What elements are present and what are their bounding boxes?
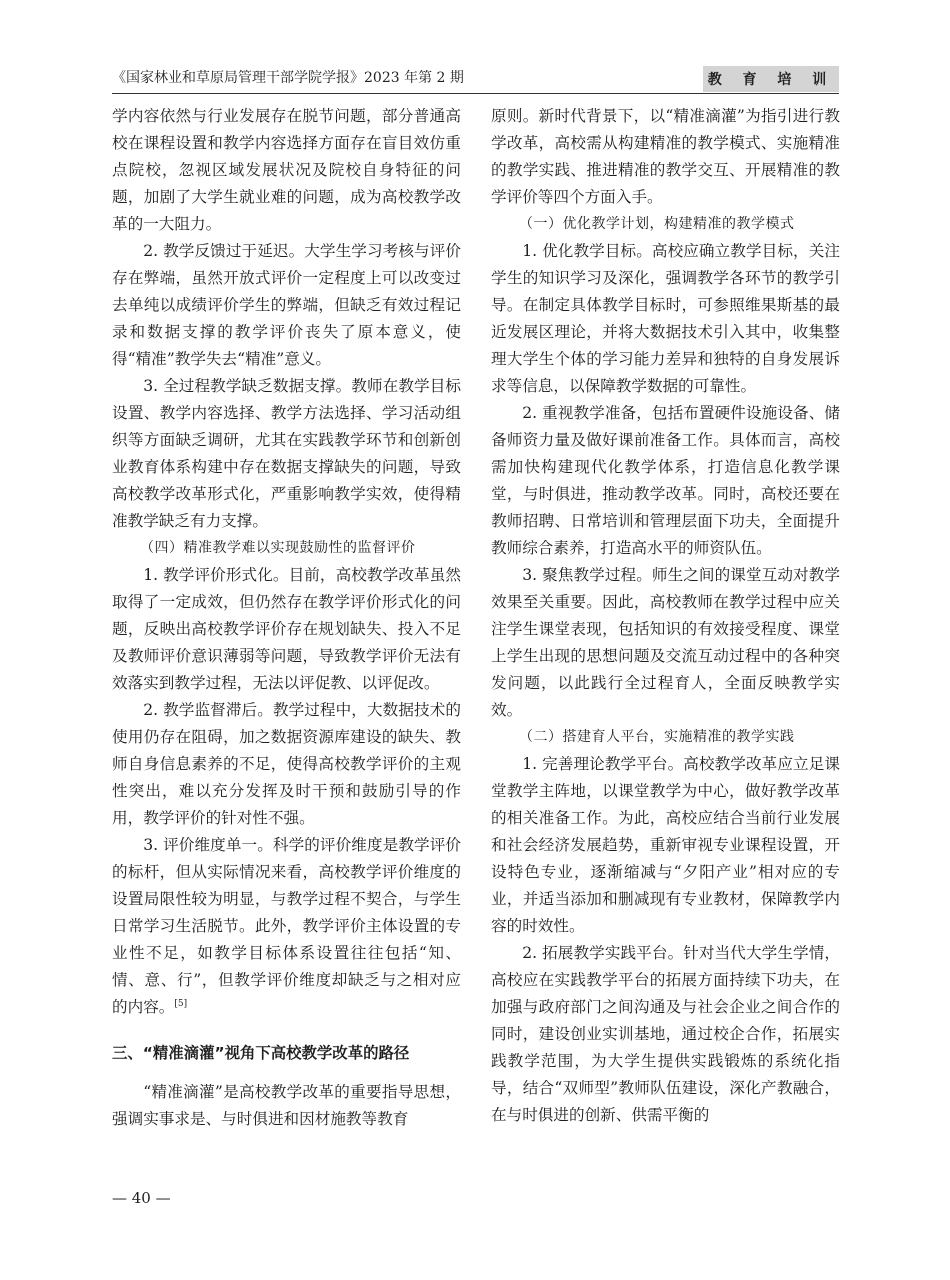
journal-title: 《国家林业和草原局管理干部学院学报》2023 年第 2 期 (112, 70, 464, 86)
paragraph: 2. 拓展教学实践平台。针对当代大学生学情，高校应在实践教学平台的拓展方面持续下功夫，在加强与政府部门之间沟通及与社会企业之间合作的同时，建设创业实训基地，通过校企合作，拓展实践教学范围，为大学生提供实践锻炼的系统化指导，结合“双师型”教师队伍建设，深化产教融合，在与时俱进的创新、供需平衡的 (491, 944, 840, 1124)
paragraph: 2. 重视教学准备，包括布置硬件设施设备、储备师资力量及做好课前准备工作。具体而言，高校需加快构建现代化教学体系，打造信息化教学课堂，与时俱进，推动教学改革。同时，高校还要在教师招聘、日常培训和管理层面下功夫，全面提升教师综合素养，打造高水平的师资队伍。 (491, 404, 840, 557)
paragraph: 原则。新时代背景下，以“精准滴灌”为指引进行教学改革，高校需从构建精准的教学模式、实施精准的教学实践、推进精准的教学交互、开展精准的教学评价等四个方面入手。 (491, 107, 840, 206)
paragraph: “精准滴灌”是高校教学改革的重要指导思想，强调实事求是、与时俱进和因材施教等教育 (112, 1083, 461, 1128)
paragraph: 学内容依然与行业发展存在脱节问题，部分普通高校在课程设置和教学内容选择方面存在盲目效仿重点院校，忽视区域发展状况及院校自身特征的问题，加剧了大学生就业难的问题，成为高校教学改革的一大阻力。 (112, 107, 461, 233)
page-number: — 40 — (112, 1189, 171, 1207)
paragraph: 1. 优化教学目标。高校应确立教学目标，关注学生的知识学习及深化，强调教学各环节的教学引导。在制定具体教学目标时，可参照维果斯基的最近发展区理论，并将大数据技术引入其中，收集整理大学生个体的学习能力差异和独特的自身发展诉求等信息，以保障教学数据的可靠性。 (491, 242, 840, 395)
subsection-heading: （二）搭建育人平台，实施精准的教学实践 (519, 729, 795, 745)
paragraph: 2. 教学反馈过于延迟。大学生学习考核与评价存在弊端，虽然开放式评价一定程度上可以改变过去单纯以成绩评价学生的弊端，但缺乏有效过程记录和数据支撑的教学评价丧失了原本意义，使得“精准”教学失去“精准”意义。 (112, 242, 461, 368)
subsection-heading: （四）精准教学难以实现鼓励性的监督评价 (140, 540, 416, 556)
paragraph: 1. 完善理论教学平台。高校教学改革应立足课堂教学主阵地，以课堂教学为中心，做好教学改革的相关准备工作。为此，高校应结合当前行业发展和社会经济发展趋势，重新审视专业课程设置，开设特色专业，逐渐缩减与“夕阳产业”相对应的专业，并适当添加和删减现有专业教材，保障教学内容的时效性。 (491, 755, 840, 935)
header-divider (112, 93, 839, 94)
section-label: 教 育 培 训 (703, 66, 839, 92)
paragraph-text: 3. 评价维度单一。科学的评价维度是教学评价的标杆，但从实际情况来看，高校教学评价维度的设置局限性较为明显，与教学过程不契合，与学生日常学习生活脱节。此外，教学评价主体设置的专业性不足，如教学目标体系设置往往包括“知、情、意、行”，但教学评价维度却缺乏与之相对应的内容。 (112, 836, 461, 1016)
paragraph: 3. 全过程教学缺乏数据支撑。教师在教学目标设置、教学内容选择、教学方法选择、学习活动组织等方面缺乏调研，尤其在实践教学环节和创新创业教育体系构建中存在数据支撑缺失的问题，导致高校教学改革形式化，严重影响教学实效，使得精准教学缺乏有力支撑。 (112, 377, 461, 530)
paragraph (112, 832, 461, 1021)
paragraph: 1. 教学评价形式化。目前，高校教学改革虽然取得了一定成效，但仍然存在教学评价形式化的问题，反映出高校教学评价存在规划缺失、投入不足及教师评价意识薄弱等问题，导致教学评价无法有效落实到教学过程，无法以评促教、以评促改。 (112, 566, 461, 692)
paragraph: 3. 聚焦教学过程。师生之间的课堂互动对教学效果至关重要。因此，高校教师在教学过程中应关注学生课堂表现，包括知识的有效接受程度、课堂上学生出现的思想问题及交流互动过程中的各种突发问题，以此践行全过程育人，全面反映教学实效。 (491, 566, 840, 719)
citation-reference: [5] (174, 998, 188, 1009)
paragraph: 2. 教学监督滞后。教学过程中，大数据技术的使用仍存在阻碍，加之数据资源库建设的缺失、教师自身信息素养的不足，使得高校教学评价的主观性突出，难以充分发挥及时干预和鼓励引导的作用，教学评价的针对性不强。 (112, 701, 461, 827)
subsection-heading: （一）优化教学计划，构建精准的教学模式 (519, 216, 795, 232)
right-column (491, 103, 840, 1129)
left-column (112, 103, 461, 1133)
section-heading: 三、“精准滴灌”视角下高校教学改革的路径 (112, 1044, 410, 1062)
